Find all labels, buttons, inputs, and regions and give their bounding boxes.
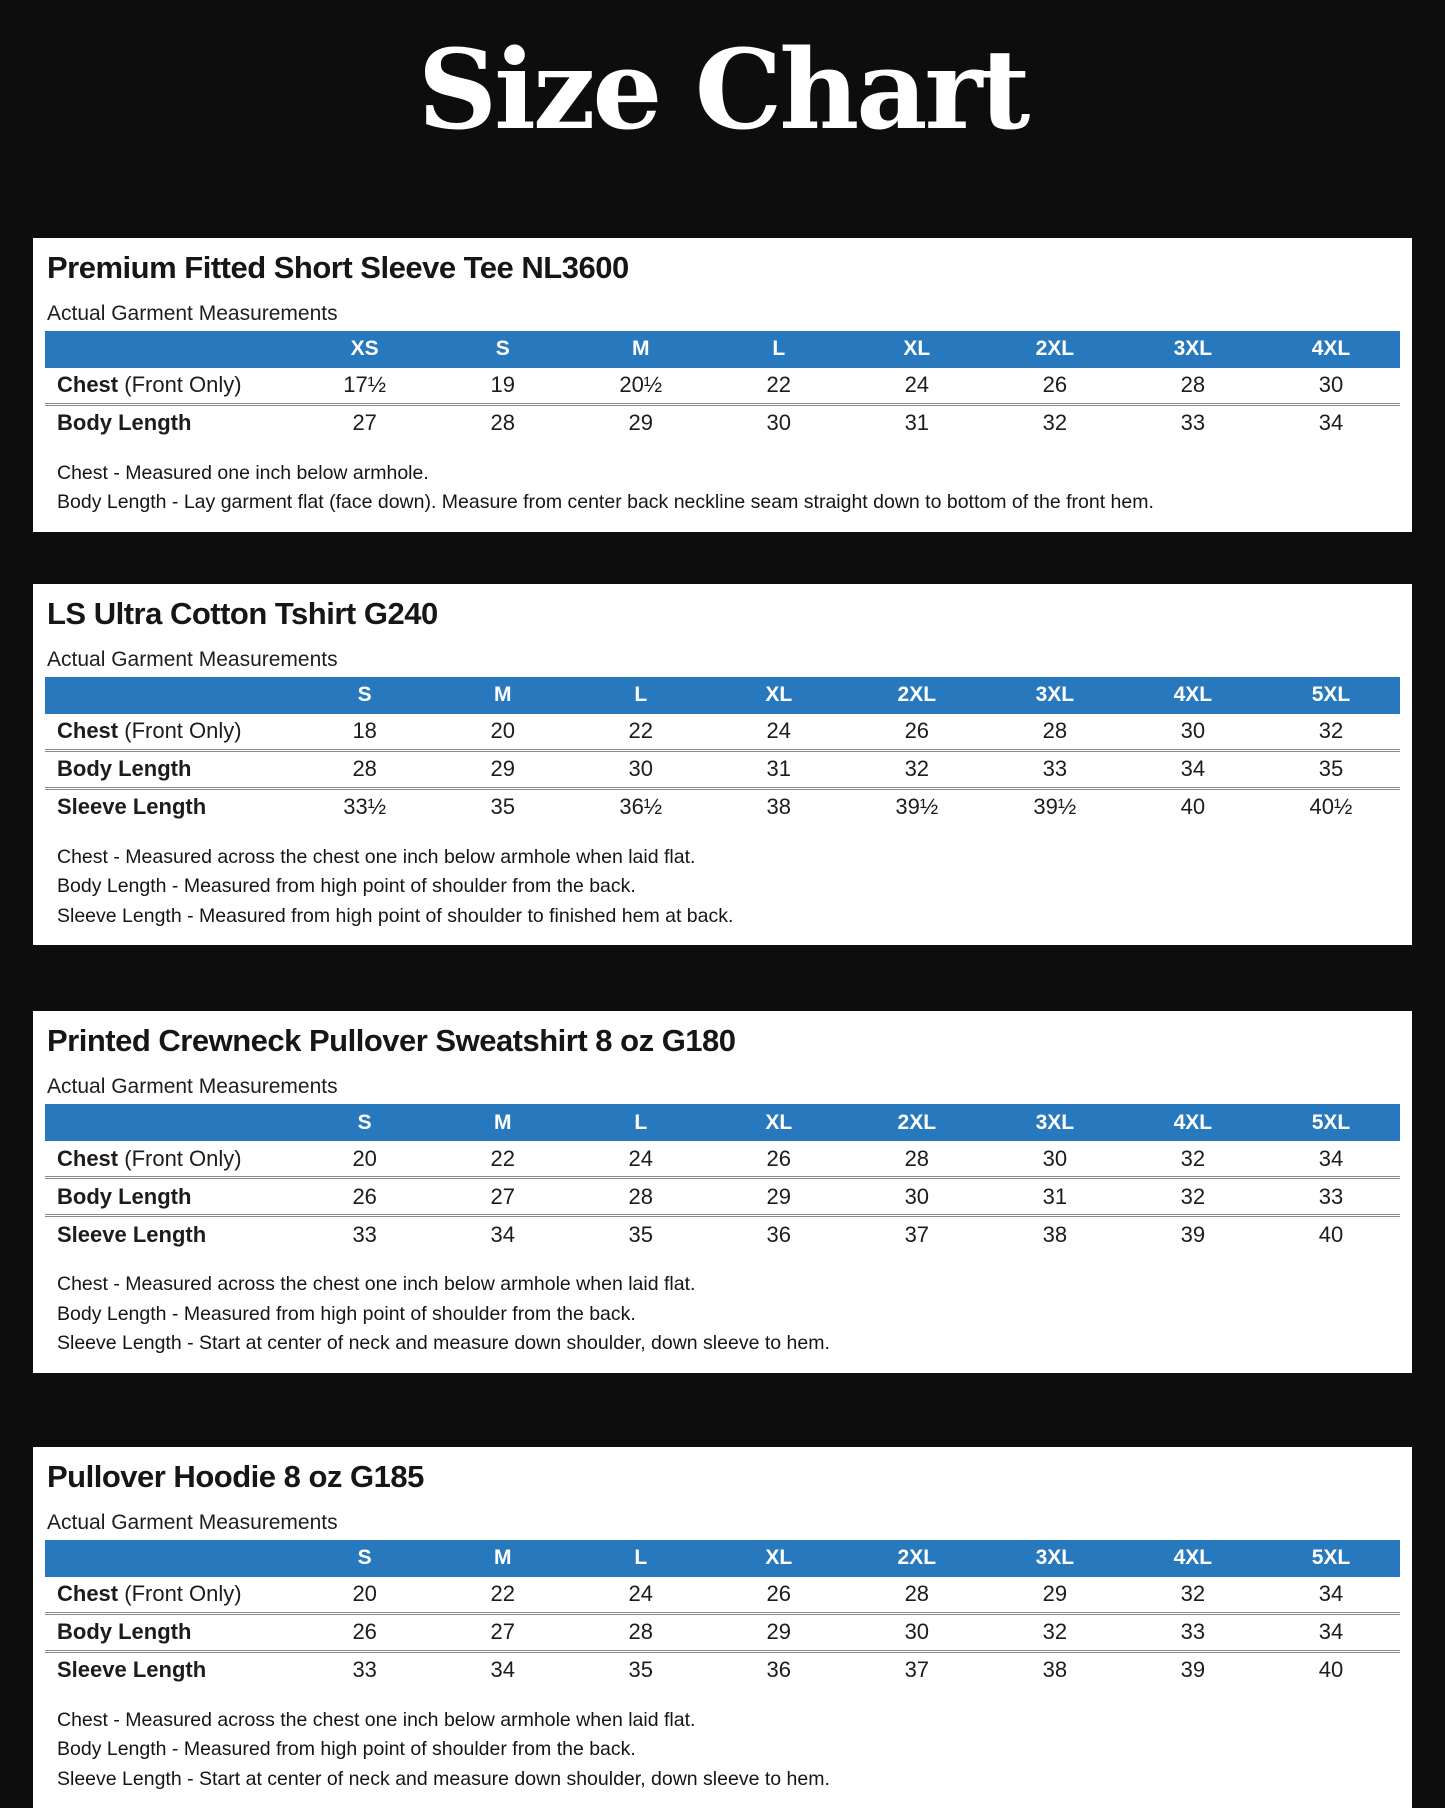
size-column-header: 4XL [1124,1104,1262,1141]
measurement-value: 30 [848,1178,986,1216]
size-table-panel [33,1447,1412,1808]
measurement-row [45,1141,1400,1178]
table-title: Pullover Hoodie 8 oz G185 [47,1458,424,1494]
page-title: Size Chart [417,25,1028,154]
measurement-row [45,1178,1400,1216]
measurement-value: 33 [296,1216,434,1253]
table-notes [45,1706,1400,1795]
measurement-value: 39½ [848,788,986,825]
measurement-value: 35 [572,1216,710,1253]
note-line: Sleeve Length - Start at center of neck and measure down shoulder, down sleeve to hem. [57,1767,830,1790]
measurement-value: 20½ [619,372,663,398]
table-subtitle: Actual Garment Measurements [47,301,338,325]
measurement-value: 29 [710,1178,848,1216]
measurement-value: 34 [434,1216,572,1253]
measurement-row [45,1577,1400,1614]
size-column-header: 5XL [1262,1104,1400,1141]
measurement-value: 34 [1318,1145,1344,1171]
measurement-row [45,714,1400,751]
size-column-header: M [434,1104,572,1141]
size-table [45,331,1400,441]
measurement-value: 20 [352,1581,377,1607]
measurement-value: 32 [986,404,1124,441]
measurement-value: 22 [490,1581,515,1607]
title-spacer [33,180,1412,238]
measurement-value: 34 [1262,1613,1400,1651]
measurement-value: 35 [434,788,572,825]
table-notes [45,1270,1400,1359]
measurement-row [45,1216,1400,1253]
row-label [45,1577,296,1614]
size-column-header: L [572,1104,710,1141]
measurement-value: 26 [766,1145,792,1171]
measurement-value: 26 [766,1581,792,1607]
size-table [45,677,1400,825]
table-notes [45,843,1400,932]
size-header-row [45,331,1400,368]
table-body [45,714,1400,825]
measurement-value: 36 [710,1651,848,1688]
measurement-value: 33 [296,1651,434,1688]
table-subtitle: Actual Garment Measurements [47,1510,338,1534]
measurement-value: 24 [628,1145,653,1171]
size-column-header: XL [710,1540,848,1577]
size-tables-container [33,238,1412,1808]
measurement-value: 30 [710,404,848,441]
size-column-header: S [296,1540,434,1577]
note-line: Body Length - Measured from high point of shoulder from the back. [57,1302,636,1325]
row-label-main: Chest [57,1581,119,1607]
measurement-value: 32 [1318,718,1344,744]
note-line: Chest - Measured across the chest one inch below armhole when laid flat. [57,1708,696,1731]
measurement-value: 36 [710,1216,848,1253]
table-subtitle: Actual Garment Measurements [47,647,338,671]
table-title: Printed Crewneck Pullover Sweatshirt 8 oz G180 [47,1023,736,1059]
measurement-value: 24 [904,372,930,398]
size-table-panel [33,1011,1412,1373]
size-column-header: M [434,1540,572,1577]
size-column-header: XS [296,331,434,368]
measurement-value: 37 [848,1216,986,1253]
measurement-row [45,368,1400,405]
size-column-header: M [572,331,710,368]
table-header [45,331,1400,368]
measurement-value: 28 [1180,372,1206,398]
size-header-row [45,1540,1400,1577]
table-header [45,677,1400,714]
row-label-detail: (Front Only) [118,372,242,398]
row-label-main: Chest [57,1145,119,1171]
measurement-value: 31 [710,750,848,788]
measurement-value: 39½ [986,788,1124,825]
row-label-main: Chest [57,718,119,744]
measurement-value: 36½ [572,788,710,825]
measurement-value: 24 [766,718,792,744]
size-column-header: XL [710,677,848,714]
measurement-value: 22 [628,718,653,744]
note-line: Chest - Measured across the chest one inch below armhole when laid flat. [57,845,696,868]
row-label: Sleeve Length [45,788,296,825]
table-notes [45,459,1400,518]
measurement-value: 31 [986,1178,1124,1216]
measurement-value: 32 [848,750,986,788]
row-label: Body Length [45,1178,296,1216]
row-label: Sleeve Length [45,1216,296,1253]
measurement-value: 22 [490,1145,515,1171]
measurement-value: 29 [572,404,710,441]
measurement-value: 29 [710,1613,848,1651]
table-title: LS Ultra Cotton Tshirt G240 [47,595,438,631]
measurement-value: 40 [1262,1216,1400,1253]
size-column-header: S [296,1104,434,1141]
measurement-value: 30 [1042,1145,1068,1171]
measurement-value: 40 [1124,788,1262,825]
table-header [45,1540,1400,1577]
size-column-header: M [434,677,572,714]
measurement-value: 28 [572,1613,710,1651]
measurement-row [45,1613,1400,1651]
measurement-value: 29 [1042,1581,1068,1607]
measurement-value: 28 [296,750,434,788]
row-label [45,714,296,751]
measurement-value: 26 [296,1178,434,1216]
table-subtitle: Actual Garment Measurements [47,1075,338,1099]
size-column-header: XL [710,1104,848,1141]
measurement-value: 35 [1262,750,1400,788]
measurement-value: 28 [434,404,572,441]
row-label-main: Chest [57,372,119,398]
note-line: Body Length - Measured from high point of shoulder from the back. [57,1738,636,1761]
note-line: Sleeve Length - Measured from high point of shoulder to finished hem at back. [57,904,734,927]
size-column-header: 3XL [986,1104,1124,1141]
measurement-value: 32 [1180,1145,1206,1171]
size-column-header: 4XL [1124,1540,1262,1577]
measurement-value: 30 [572,750,710,788]
row-label: Sleeve Length [45,1651,296,1688]
measurement-value: 34 [1318,1581,1344,1607]
size-header-row [45,677,1400,714]
measurement-value: 27 [434,1613,572,1651]
size-table [45,1540,1400,1688]
measurement-value: 39 [1124,1216,1262,1253]
measurement-value: 28 [1042,718,1068,744]
measurement-row [45,1651,1400,1688]
corner-cell [45,331,296,368]
row-label-detail: (Front Only) [118,1581,242,1607]
size-column-header: 3XL [1124,331,1262,368]
row-label: Body Length [45,1613,296,1651]
size-column-header: XL [848,331,986,368]
measurement-value: 32 [986,1613,1124,1651]
measurement-value: 27 [434,1178,572,1216]
measurement-value: 20 [352,1145,377,1171]
size-column-header: L [572,1540,710,1577]
row-label-detail: (Front Only) [118,1145,242,1171]
size-column-header: L [710,331,848,368]
measurement-value: 33 [1262,1178,1400,1216]
note-line: Sleeve Length - Start at center of neck and measure down shoulder, down sleeve to hem. [57,1332,830,1355]
size-column-header: 2XL [848,677,986,714]
measurement-value: 38 [710,788,848,825]
measurement-value: 26 [904,718,930,744]
corner-cell [45,1540,296,1577]
size-column-header: 3XL [986,677,1124,714]
measurement-value: 26 [296,1613,434,1651]
size-table [45,1104,1400,1252]
measurement-value: 34 [1124,750,1262,788]
row-label-detail: (Front Only) [118,718,242,744]
measurement-value: 40½ [1262,788,1400,825]
measurement-row [45,404,1400,441]
measurement-value: 33 [986,750,1124,788]
measurement-value: 37 [848,1651,986,1688]
measurement-value: 30 [848,1613,986,1651]
measurement-value: 27 [296,404,434,441]
measurement-value: 33 [1124,404,1262,441]
size-column-header: 4XL [1124,677,1262,714]
size-column-header: 5XL [1262,677,1400,714]
size-column-header: S [296,677,434,714]
size-column-header: 4XL [1262,331,1400,368]
measurement-value: 34 [434,1651,572,1688]
row-label [45,368,296,405]
table-body [45,368,1400,441]
table-title: Premium Fitted Short Sleeve Tee NL3600 [47,250,629,285]
measurement-value: 20 [490,718,515,744]
size-column-header: L [572,677,710,714]
measurement-value: 38 [986,1216,1124,1253]
measurement-value: 28 [904,1581,930,1607]
table-header [45,1104,1400,1141]
row-label: Body Length [45,750,296,788]
size-column-header: S [434,331,572,368]
measurement-value: 35 [572,1651,710,1688]
size-column-header: 2XL [986,331,1124,368]
size-column-header: 5XL [1262,1540,1400,1577]
measurement-value: 18 [352,718,377,744]
measurement-value: 40 [1262,1651,1400,1688]
size-column-header: 3XL [986,1540,1124,1577]
measurement-value: 29 [434,750,572,788]
measurement-value: 33 [1124,1613,1262,1651]
size-table-panel [33,238,1412,532]
measurement-value: 30 [1318,372,1344,398]
note-line: Chest - Measured one inch below armhole. [57,461,429,484]
measurement-value: 32 [1124,1178,1262,1216]
measurement-value: 17½ [343,372,387,398]
measurement-value: 19 [490,372,515,398]
measurement-value: 34 [1262,404,1400,441]
measurement-value: 31 [848,404,986,441]
size-table-panel [33,584,1412,946]
size-header-row [45,1104,1400,1141]
measurement-value: 26 [1042,372,1068,398]
measurement-value: 28 [572,1178,710,1216]
corner-cell [45,1104,296,1141]
note-line: Body Length - Lay garment flat (face down). Measure from center back neckline seam straight down to bottom of the front hem. [57,491,1154,514]
note-line: Chest - Measured across the chest one inch below armhole when laid flat. [57,1273,696,1296]
row-label [45,1141,296,1178]
measurement-value: 24 [628,1581,653,1607]
note-line: Body Length - Measured from high point of shoulder from the back. [57,875,636,898]
row-label: Body Length [45,404,296,441]
size-column-header: 2XL [848,1540,986,1577]
size-column-header: 2XL [848,1104,986,1141]
measurement-value: 38 [986,1651,1124,1688]
measurement-value: 33½ [296,788,434,825]
measurement-value: 39 [1124,1651,1262,1688]
measurement-value: 32 [1180,1581,1206,1607]
table-body [45,1577,1400,1688]
measurement-value: 30 [1180,718,1206,744]
measurement-value: 28 [904,1145,930,1171]
table-body [45,1141,1400,1252]
measurement-value: 22 [766,372,792,398]
measurement-row [45,788,1400,825]
measurement-row [45,750,1400,788]
corner-cell [45,677,296,714]
